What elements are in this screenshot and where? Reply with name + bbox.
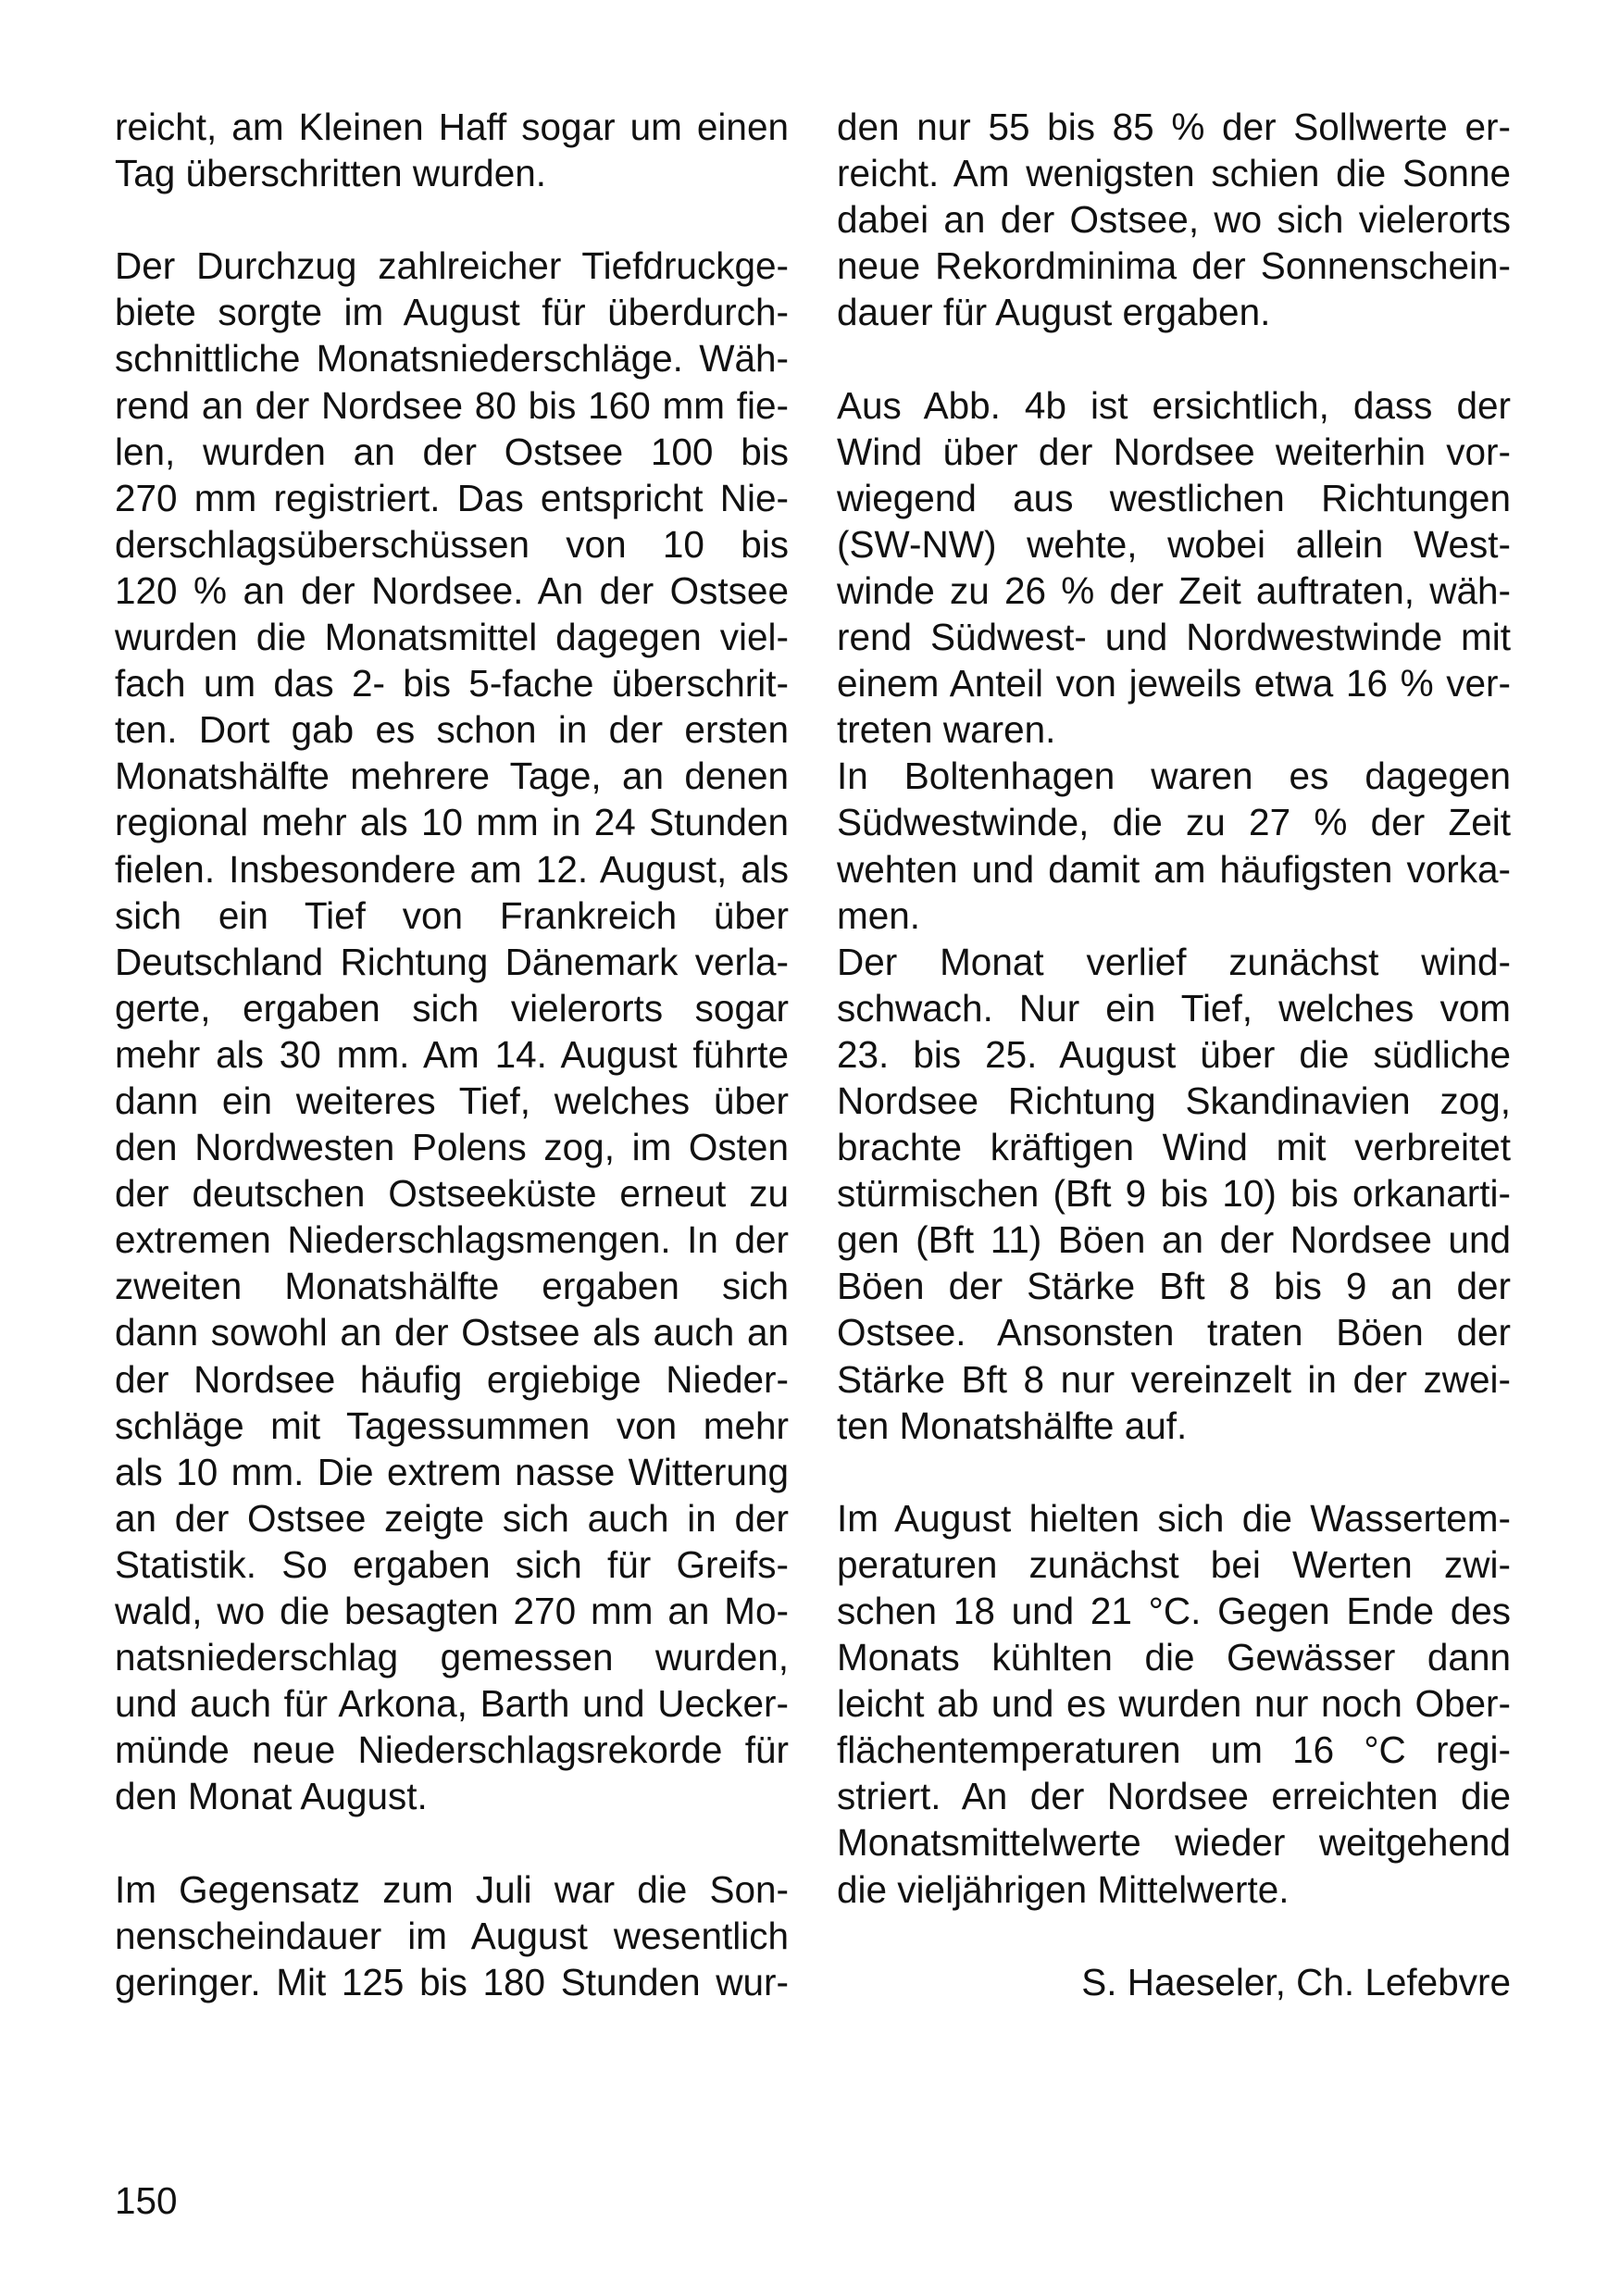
text-line: den Monat August. bbox=[115, 1775, 428, 1818]
text-line: mehr als 30 mm. Am 14. August führte bbox=[115, 1032, 789, 1076]
text-line: neue Rekordminima der Sonnenschein- bbox=[837, 244, 1511, 288]
text-line: dauer für August ergaben. bbox=[837, 291, 1271, 334]
text-line: regional mehr als 10 mm in 24 Stunden bbox=[115, 801, 789, 844]
text-line: nenscheindauer im August wesentlich bbox=[115, 1914, 789, 1957]
text-line: dann ein weiteres Tief, welches über bbox=[115, 1079, 789, 1122]
text-column-left bbox=[115, 104, 789, 2005]
text-line: Wind über der Nordsee weiterhin vor- bbox=[837, 430, 1511, 473]
paragraph-gap bbox=[115, 1819, 789, 1866]
text-line: geringer. Mit 125 bis 180 Stunden wur- bbox=[115, 1960, 789, 2003]
text-line: ten Monatshälfte auf. bbox=[837, 1404, 1188, 1447]
text-line: Ostsee. Ansonsten traten Böen der bbox=[837, 1311, 1511, 1354]
text-line: und auch für Arkona, Barth und Uecker- bbox=[115, 1682, 789, 1726]
text-line: gerte, ergaben sich vielerorts sogar bbox=[115, 986, 789, 1029]
text-line: münde neue Niederschlagsrekorde für bbox=[115, 1728, 789, 1772]
text-line: wehten und damit am häufigsten vorka- bbox=[837, 847, 1511, 891]
text-line: 23. bis 25. August über die südliche bbox=[837, 1032, 1511, 1076]
text-line: len, wurden an der Ostsee 100 bis bbox=[115, 430, 789, 473]
text-line: schnittliche Monatsniederschläge. Wäh- bbox=[115, 337, 789, 381]
text-line: schwach. Nur ein Tief, welches vom bbox=[837, 986, 1511, 1029]
text-line: Tag überschritten wurden. bbox=[115, 152, 547, 195]
text-line: gen (Bft 11) Böen an der Nordsee und bbox=[837, 1218, 1511, 1262]
text-line: flächentemperaturen um 16 °C regi- bbox=[837, 1728, 1511, 1772]
text-line: zweiten Monatshälfte ergaben sich bbox=[115, 1265, 789, 1308]
text-line: wurden die Monatsmittel dagegen viel- bbox=[115, 616, 789, 659]
text-line: Im Gegensatz zum Juli war die Son- bbox=[115, 1867, 789, 1911]
text-line: In Boltenhagen waren es dagegen bbox=[837, 755, 1511, 798]
text-line: Monats kühlten die Gewässer dann bbox=[837, 1636, 1511, 1679]
text-line: striert. An der Nordsee erreichten die bbox=[837, 1775, 1511, 1818]
paragraph-gap bbox=[837, 1449, 1511, 1495]
text-line: leicht ab und es wurden nur noch Ober- bbox=[837, 1682, 1511, 1726]
text-line: an der Ostsee zeigte sich auch in der bbox=[115, 1496, 789, 1540]
text-line: Statistik. So ergaben sich für Greifs- bbox=[115, 1542, 789, 1586]
text-line: den nur 55 bis 85 % der Sollwerte er- bbox=[837, 106, 1511, 148]
page-number: 150 bbox=[115, 2179, 178, 2222]
text-line: peraturen zunächst bei Werten zwi- bbox=[837, 1542, 1511, 1586]
text-line: sich ein Tief von Frankreich über bbox=[115, 893, 789, 937]
text-line: rend Südwest- und Nordwestwinde mit bbox=[837, 616, 1511, 659]
text-line: Deutschland Richtung Dänemark verla- bbox=[115, 940, 789, 983]
text-line: reicht, am Kleinen Haff sogar um einen bbox=[115, 106, 789, 148]
text-line: Aus Abb. 4b ist ersichtlich, dass der bbox=[837, 383, 1511, 427]
text-line: Nordsee Richtung Skandinavien zog, bbox=[837, 1079, 1511, 1122]
text-line: dann sowohl an der Ostsee als auch an bbox=[115, 1311, 789, 1354]
author-line: S. Haeseler, Ch. Lefebvre bbox=[1081, 1960, 1511, 2003]
text-line: schläge mit Tagessummen von mehr bbox=[115, 1404, 789, 1447]
text-line: wald, wo die besagten 270 mm an Mo- bbox=[115, 1590, 789, 1632]
paragraph-gap bbox=[837, 335, 1511, 381]
text-line: Stärke Bft 8 nur vereinzelt in der zwei- bbox=[837, 1357, 1511, 1401]
text-line: (SW-NW) wehte, wobei allein West- bbox=[837, 522, 1511, 566]
text-line: brachte kräftigen Wind mit verbreitet bbox=[837, 1126, 1511, 1169]
text-line: den Nordwesten Polens zog, im Osten bbox=[115, 1126, 789, 1169]
text-line: derschlagsüberschüssen von 10 bis bbox=[115, 522, 789, 566]
text-line: Monatsmittelwerte wieder weitgehend bbox=[837, 1821, 1511, 1865]
text-line: men. bbox=[837, 893, 921, 937]
paragraph-gap bbox=[115, 196, 789, 243]
text-column-right bbox=[837, 104, 1511, 2005]
text-line: Böen der Stärke Bft 8 bis 9 an der bbox=[837, 1265, 1511, 1308]
text-line: fielen. Insbesondere am 12. August, als bbox=[115, 847, 789, 891]
text-line: Der Durchzug zahlreicher Tiefdruckge- bbox=[115, 244, 789, 288]
text-line: treten waren. bbox=[837, 708, 1056, 752]
text-line: als 10 mm. Die extrem nasse Witterung bbox=[115, 1450, 789, 1493]
text-line: einem Anteil von jeweils etwa 16 % ver- bbox=[837, 662, 1511, 705]
text-line: dabei an der Ostsee, wo sich vielerorts bbox=[837, 198, 1511, 242]
text-line: Im August hielten sich die Wassertem- bbox=[837, 1496, 1511, 1540]
text-line: Südwestwinde, die zu 27 % der Zeit bbox=[837, 801, 1511, 844]
text-line: rend an der Nordsee 80 bis 160 mm fie- bbox=[115, 383, 789, 427]
paragraph-gap bbox=[837, 1913, 1511, 1959]
text-line: der Nordsee häufig ergiebige Nieder- bbox=[115, 1357, 789, 1401]
text-line: ten. Dort gab es schon in der ersten bbox=[115, 708, 789, 752]
text-line: die vieljährigen Mittelwerte. bbox=[837, 1867, 1290, 1911]
text-line: biete sorgte im August für überdurch- bbox=[115, 291, 789, 334]
text-line: 120 % an der Nordsee. An der Ostsee bbox=[115, 568, 789, 612]
text-line: reicht. Am wenigsten schien die Sonne bbox=[837, 152, 1511, 195]
text-line: Monatshälfte mehrere Tage, an denen bbox=[115, 755, 789, 798]
text-line: extremen Niederschlagsmengen. In der bbox=[115, 1218, 789, 1262]
text-line: natsniederschlag gemessen wurden, bbox=[115, 1636, 789, 1679]
text-line: 270 mm registriert. Das entspricht Nie- bbox=[115, 476, 789, 519]
text-line: winde zu 26 % der Zeit auftraten, wäh- bbox=[837, 568, 1511, 612]
text-line: schen 18 und 21 °C. Gegen Ende des bbox=[837, 1590, 1511, 1632]
text-line: fach um das 2- bis 5-fache überschrit- bbox=[115, 662, 789, 705]
text-line: der deutschen Ostseeküste erneut zu bbox=[115, 1172, 789, 1216]
text-line: Der Monat verlief zunächst wind- bbox=[837, 940, 1511, 983]
text-line: stürmischen (Bft 9 bis 10) bis orkanarti- bbox=[837, 1172, 1511, 1216]
text-line: wiegend aus westlichen Richtungen bbox=[837, 476, 1511, 519]
